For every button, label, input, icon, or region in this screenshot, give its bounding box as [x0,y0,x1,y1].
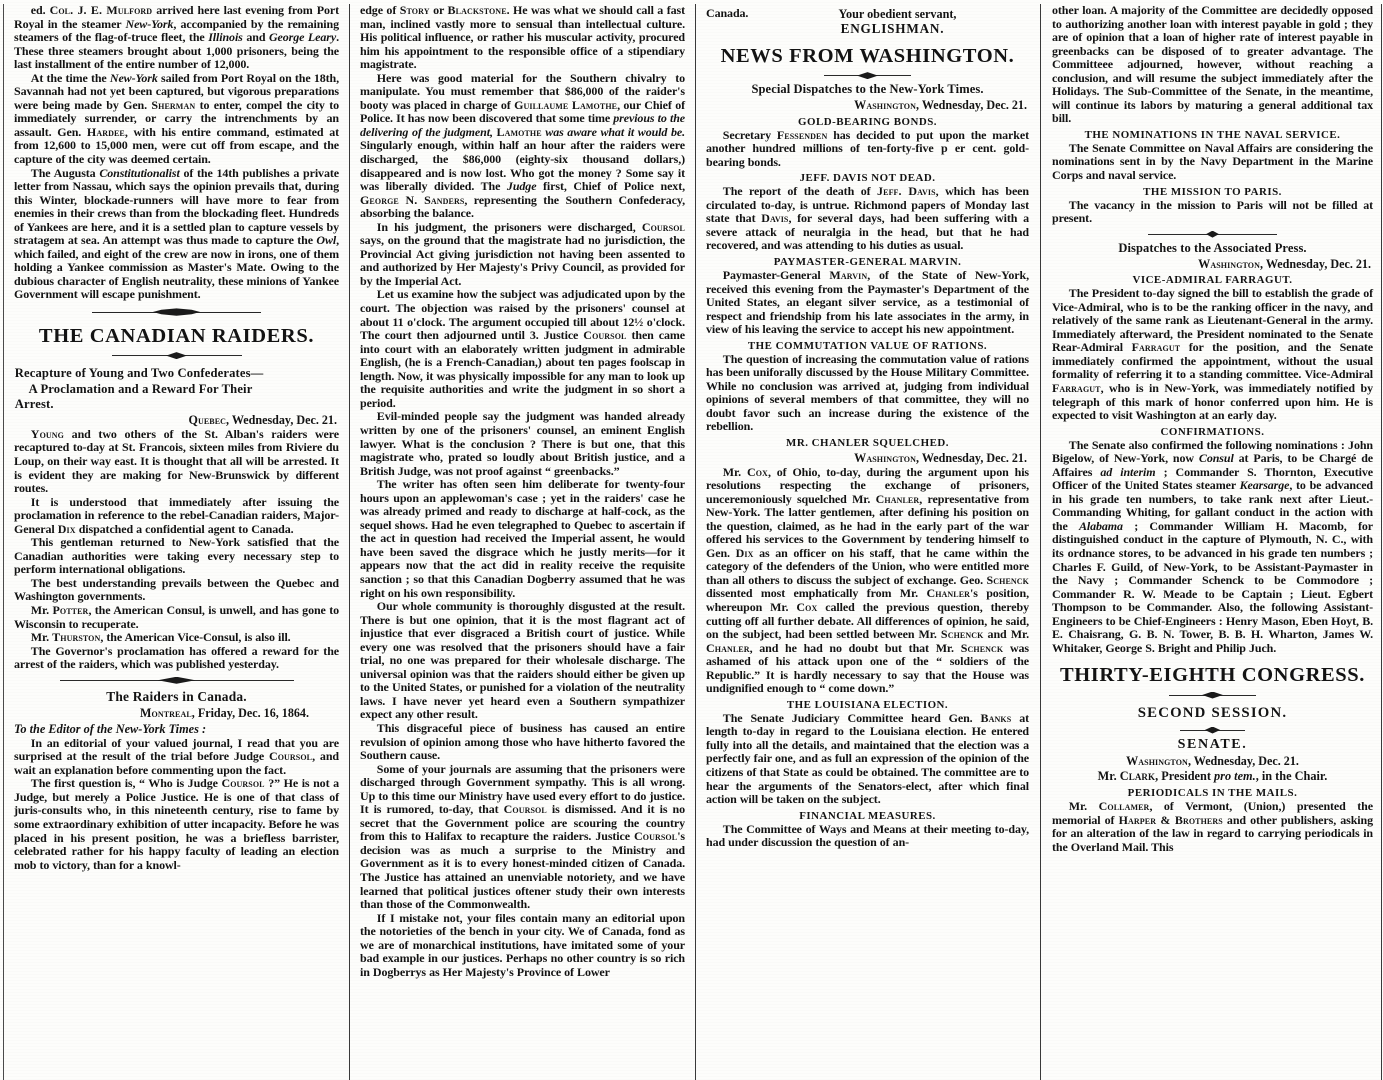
paragraph: The best understanding prevails between the Quebec and Washington governments. [14,575,339,604]
ornament-rule [824,71,911,80]
paragraph: The Governor's proclamation has offered a reward for the arrest of the raiders, which was published yesterday. [14,643,339,672]
chair-line: Mr. Clark, President pro tem., in the Chair. [1097,769,1328,783]
paragraph: At the time the New-York sailed from Port Royal on the 18th, Savannah had not yet been captured, but vigorous preparations were being made by Gen. Sherman to enter, compel the city to immediately surrender, or carry the intrenchments by an assault. Gen. Hardee, with his entire command, estimated at from 12,600 to 15,000 men, were cut off from escape, and the capture of the city was deemed certain. [14,70,340,167]
paragraph: The Augusta Constitutionalist of the 14th publishes a private letter from Nassau, which says the opinion prevails that, during this Winter, blockade-runners will have more to fear from enemies in their crews than from the blockading fleet. Hundreds of Yankees are here, and it is a settled plan to capture vessels by stratagem at sea. An attempt was thus made to capture the Owl, which failed, and eight of the crew are now in irons, one of them holding a Yankee commission as Master's Mate. Owing to the dubious character of English neutrality, these minions of Yankee Government will escape punishment. [14,165,339,302]
heading-second-session: SECOND SESSION. [1137,704,1288,721]
column-2 [349,4,695,1080]
ornament-rule [1169,691,1256,700]
paragraph: The Senate Judiciary Committee heard Gen. Banks at length to-day in regard to the Louisiana election. He entered fully into all the details, and maintained that the election was a perfectly fair one, and as full an expression of the opinion of the citizens of that State as could be obtained. The committee are to hear the arguments of the Senators-elect, after which final action will be taken on the subject. [706,710,1029,807]
paragraph: The Senate Committee on Naval Affairs are considering the nominations sent in by the Navy Department in the Marine Corps and naval service. [1052,140,1373,183]
paragraph: This disgraceful piece of business has caused an entire revulsion of opinion among those who have hitherto favored the Southern cause. [360,720,685,763]
paragraph: The writer has often seen him deliberate for twenty-four hours upon an applewoman's case ; yet in the raiders' case he was already primed and ready to discharge at half-cock, as the sequel shows. Had he even telegraphed to Quebec to ascertain if the act in question had received the Imperial assent, he would have been saved the disgrace which he justly merits—for it appears now that the act did in reality receive the requisite sanction ; so that this Canadian Dogberry assumed that he was right on his own responsibility. [360,477,685,600]
paragraph: In his judgment, the prisoners were discharged, Coursol says, on the ground that the magistrate had no jurisdiction, the Provincial Act giving jurisdiction not having been assented to and authorized by Her Majesty's Privy Council, as provided for by the Imperial Act. [360,219,685,288]
section-heading-commutation-value-of-rations: THE COMMUTATION VALUE OF RATIONS. [747,339,988,352]
ornament-rule [1180,726,1244,735]
dateline-washington: Washington, Wednesday, Dec. 21. [1198,256,1371,271]
subheadline-line-3: Arrest. [14,396,54,411]
headline-canadian-raiders: THE CANADIAN RAIDERS. [38,325,315,348]
paragraph: This gentleman returned to New-York satisfied that the Canadian authorities were taking every necessary step to perform international obligations. [14,535,339,577]
section-heading-periodicals-in-the-mails: PERIODICALS IN THE MAILS. [1127,787,1298,799]
dateline-washington: Washington, Wednesday, Dec. 21. [1126,753,1299,768]
paragraph: Mr. Potter, the American Consul, is unwell, and has gone to Wisconsin to recuperate. [14,602,339,631]
paragraph: Mr. Thurston, the American Vice-Consul, is also ill. [30,630,291,645]
paragraph: The President to-day signed the bill to establish the grade of Vice-Admiral, who is to be the ranking officer in the navy, and relatively of the same rank as Lieutenant-General in the army. Immediately afterward, the President nominated to the Senate Rear-Admiral Farragut for the position, and the Senate immediately confirmed the appointment, without the usual formality of referring it to a standing committee. Vice-Admiral Farragut, who is in New-York, was immediately notified by telegraph of this mark of honor conferred upon him. He is expected to visit Washington at an early day. [1052,286,1373,423]
section-heading-gold-bearing-bonds: GOLD-BEARING BONDS. [798,115,937,128]
ornament-rule [1148,230,1276,239]
dateline-quebec: Quebec, Wednesday, Dec. 21. [188,413,337,428]
headline-news-from-washington: NEWS FROM WASHINGTON. [720,45,1015,67]
paragraph: Secretary Fessenden has decided to put upon the market another hundred millions of ten-forty-five p er cent. gold-bearing bonds. [706,127,1029,169]
paragraph: ed. Col. J. E. Mulford arrived here last evening from Port Royal in the steamer New-York, accompanied by the remaining steamers of the flag-of-truce fleet, the Illinois and George Leary. These three steamers brought about 1,000 prisoners, being the last installment of the entire number of 12,000. [14,4,339,72]
dispatch-source-line: Special Dispatches to the New-York Times. [751,82,984,97]
dateline-montreal: Montreal, Friday, Dec. 16, 1864. [139,705,309,720]
continued-word: Canada. [706,6,749,20]
section-heading-naval-nominations: THE NOMINATIONS IN THE NAVAL SERVICE. [1084,128,1341,141]
paragraph: Mr. Collamer, of Vermont, (Union,) presented the memorial of Harper & Brothers and other publishers, asking for an alteration of the law in regard to carrying periodicals in the Overland Mail. This [1052,799,1373,854]
column-4 [1040,4,1383,1080]
column-1 [0,4,349,1080]
letter-signoff: Your obedient servant, [838,7,957,21]
paragraph: Our whole community is thoroughly disgusted at the result. There is but one opinion, that it is the most flagrant act of injustice that ever disgraced a British court of justice. While every one was resolved that the prisoners should have a fair trial, no one was prepared for their wholesale discharge. The universal opinion was that the raiders should either be given up to the United States, or punished for a violation of the neutrality laws. I have never yet heard even a Southern sympathizer expect any other result. [360,599,685,722]
section-heading-confirmations: CONFIRMATIONS. [1160,425,1265,438]
paragraph: Paymaster-General Marvin, of the State of New-York, received this evening from the Paymaster's Department of the United States, an elegant silver service, as a testimonial of respect and friendship from his late associates in the army, in view of his leaving the service to accept his new appointment. [706,268,1029,337]
paragraph: Some of your journals are assuming that the prisoners were discharged through Government sympathy. This is all wrong. Up to this time our Ministry have used every effort to do justice. It is rumored, to-day, that Coursol is dismissed. And it is no secret that the Government police are scouring the country from this to Halifax to recapture the raiders. Justice Coursol's decision was as much a surprise to the Ministry and Government as it is to every honest-minded citizen of Canada. The Justice has attained an unenviable notoriety, and we have learned that political justices oftener study their own interests than those of the Commonwealth. [360,761,685,912]
section-heading-financial-measures: FINANCIAL MEASURES. [799,809,936,822]
section-heading-mr-chanler-squelched: MR. CHANLER SQUELCHED. [786,437,949,450]
ornament-rule [92,308,261,316]
paragraph: Here was good material for the Southern chivalry to manipulate. You must remember that $86,000 of the raider's booty was placed in charge of Guillaume Lamothe, our Chief of Police. It has now been discovered that some time previous to the delivering of the judgment, Lamothe was aware what it would be. Singularly enough, within half an hour after the raiders were discharged, the $86,000 (eighty-six thousand dollars,) disappeared and is now lost. Who got the money ? Some say it was liberally divided. The Judge first, Chief of Police next, George N. Sanders, representing the Southern Confederacy, absorbing the balance. [360,70,686,221]
section-heading-paymaster-general-marvin: PAYMASTER-GENERAL MARVIN. [773,256,962,268]
paragraph: The first question is, “ Who is Judge Coursol ?” He is not a Judge, but merely a Police Justice. He is one of that class of juris-consults who, in this nineteenth century, rise to fame by some extraordinary exhibition of utter incapacity. Before he was placed in his present position, he was a briefless barrister, celebrated rather for his happy faculty of leading an election mob to victory, than for a knowl- [14,776,339,872]
section-heading-louisiana-election: THE LOUISIANA ELECTION. [786,698,949,711]
paragraph: The vacancy in the mission to Paris will not be filled at present. [1052,197,1373,226]
column-3 [695,4,1040,1080]
paragraph: The question of increasing the commutation value of rations has been uniforally discussed by the House Military Committee. While no conclusion was arrived at, judging from individual opinions of several members of that committee, they will no doubt favor such an increase during the existence of the rebellion. [706,351,1029,434]
subheadline-line-2: A Proclamation and a Reward For Their [28,381,253,396]
paragraph: edge of Story or Blackstone. He was what we should call a fast man, inclined vastly more to sensual than intellectual culture. His political influence, or rather his muscular activity, procured him his appointment to the responsible office of a stipendiary magistrate. [360,4,685,72]
paragraph: Let us examine how the subject was adjudicated upon by the court. The objection was raised by the prisoners' counsel at about 11 o'clock. The argument occupied till about 12½ o'clock. The court then adjourned until 3. Justice Coursol then came into court with an elaborately written judgment in admirable English, (he is a French-Canadian,) about ten pages foolscap in length. Now, it was physically impossible for any man to look up the requisite authorities and write the judgment in so short a period. [360,287,686,410]
paragraph: If I mistake not, your files contain many an editorial upon the notorieties of the bench in your city. We of Canada, fond as we are of monarchical institutions, have imitated some of your bad example in our justices. Perhaps no other country is so rich in Dogberrys as Her Majesty's Province of Lower [360,910,685,979]
dispatch-source-line-ap: Dispatches to the Associated Press. [1118,240,1307,255]
paragraph: other loan. A majority of the Committee are decidedly opposed to authorizing another loan with interest payable in gold ; they are of opinion that a loan of higher rate of interest payable in greenbacks can be disposed of to greater advantage. The Committeee adjourned, however, without reaching a conclusion, and will resume the subject immediately after the Holidays. The Sub-Committee of the Senate, in the meantime, will continue its labors by maturing a general additional tax bill. [1052,4,1373,126]
paragraph: Mr. Cox, of Ohio, to-day, during the argument upon his resolutions respecting the exchange of prisoners, unceremoniously squelched Mr. Chanler, representative from New-York. The latter gentlemen, after defining his position on the question, claimed, as he had in the early part of the war offered his services to the Government by tendering himself to Gen. Dix as an officer on his staff, that he came within the category of the defenders of the Union, who were entitled more than all others to discuss the subject of exchange. Geo. Schenck dissented most emphatically from Mr. Chanler's position, whereupon Mr. Cox called the previous question, thereby cutting off all further debate. All differences of opinion, he said, on the subject, had been settled between Mr. Schenck and Mr. Chanler, and he had no doubt but that Mr. Schenck was ashamed of his attack upon one of the “ soldiers of the Republic.” It is hardly necessary to say that the House was undignified enough to “ come down.” [706,464,1030,696]
ornament-rule [112,351,242,360]
section-heading-mission-to-paris: THE MISSION TO PARIS. [1143,185,1282,198]
subheading-raiders-in-canada: The Raiders in Canada. [106,688,247,704]
headline-thirty-eighth-congress: THIRTY-EIGHTH CONGRESS. [1059,664,1366,687]
paragraph: Young and two others of the St. Alban's raiders were recaptured to-day at St. Francois, sixteen miles from Riviere du Loup, on their way east. It is thought that all will be arrested. It is evident they are making for New-Brunswick by different routes. [14,426,339,496]
paragraph: It is understood that immediately after issuing the proclamation in reference to the rebel-Canadian raiders, Major-General Dix dispatched a confidential agent to Canada. [14,494,339,536]
paragraph: In an editorial of your valued journal, I read that you are surprised at the result of the trial before Judge Coursol, and wait an explanation before commenting upon the fact. [14,735,339,777]
heading-senate: SENATE. [1177,736,1248,752]
paragraph: The report of the death of Jeff. Davis, which has been circulated to-day, is untrue. Richmond papers of Monday last state that Davis, for several days, had been suffering with a severe attack of neuralgia in the head, but that he had recovered, and was attending to his duties as usual. [706,184,1029,253]
ornament-rule [60,676,294,685]
paragraph: Evil-minded people say the judgment was handed already written by one of the prisoners' counsel, an eminent English lawyer. What is the conclusion ? There is but one, that this magistrate who, prated so loudly about British justice, and a British Judge, was not proof against “ greenbacks.” [360,409,685,478]
letter-salutation: To the Editor of the New-York Times : [14,722,207,737]
paragraph: The Senate also confirmed the following nominations : John Bigelow, of New-York, now Consul at Paris, to be Chargé de Affaires ad interim ; Commander S. Thornton, Executive Officer of the United States steamer Kearsarge, to be advanced in his grade ten numbers, to take rank next after Lieut.-Commanding Whiting, for gallant conduct in the action with the Alabama ; Commander William H. Macomb, for distinguished conduct in the capture of Plymouth, N. C., with its ordnance stores, to be advanced in his grade ten numbers ; Charles F. Guild, of New-York, to be Assistant-Paymaster in the Navy ; Commander Schenck to be Commodore ; Commander R. W. Meade to be Captain ; Lieut. Egbert Thompson to be Commander. Also, the following Assistant-Engineers to be Chief-Engineers : Henry Mason, Eben Hoyt, B. E. Chaisrang, G. B. N. Tower, B. B. H. Wharton, James W. Whitaker, George S. Bright and Philip Juch. [1052,437,1374,655]
letter-signature: ENGLISHMAN. [840,21,945,36]
dateline-washington: Washington, Wednesday, Dec. 21. [854,451,1027,466]
subheadline-line-1: Recapture of Young and Two Confederates— [14,366,264,381]
section-heading-jeff-davis-not-dead: JEFF. DAVIS NOT DEAD. [799,172,936,185]
subheadline [14,366,339,412]
section-heading-vice-admiral-farragut: VICE-ADMIRAL FARRAGUT. [1132,274,1293,287]
dateline-washington: Washington, Wednesday, Dec. 21. [854,98,1027,113]
paragraph: The Committee of Ways and Means at their meeting to-day, had under discussion the question of an- [706,821,1029,850]
